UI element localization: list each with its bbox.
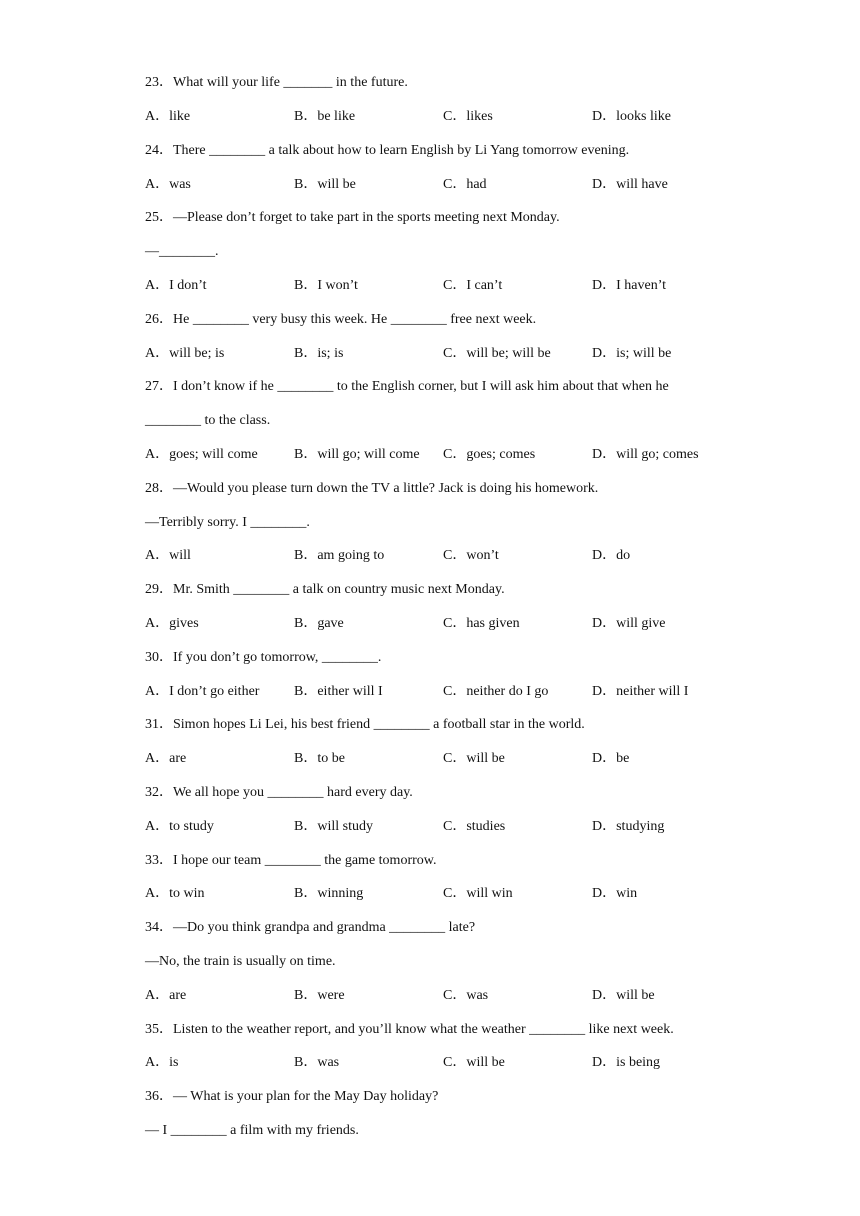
option-d: D．studying	[592, 819, 665, 834]
option-d: D．will give	[592, 616, 666, 631]
question-30-text: 30．If you don’t go tomorrow, ________.	[145, 650, 382, 665]
question-24-options	[145, 176, 745, 194]
option-b: B．was	[294, 1055, 340, 1070]
question-26-options	[145, 345, 745, 363]
option-b: B．will be	[294, 177, 356, 192]
question-27-text-cont: ________ to the class.	[145, 413, 271, 428]
option-a: A．will	[145, 548, 191, 563]
option-a: A．I don’t go either	[145, 684, 260, 699]
question-36-reply: — I ________ a film with my friends.	[145, 1123, 359, 1138]
option-b: B．will study	[294, 819, 373, 834]
question-27-options	[145, 446, 745, 464]
option-c: C．likes	[443, 109, 493, 124]
option-a: A．will be; is	[145, 346, 225, 361]
question-35-text: 35．Listen to the weather report, and you’ll know what the weather ________ like next week.	[145, 1022, 674, 1037]
question-29-text: 29．Mr. Smith ________ a talk on country music next Monday.	[145, 582, 505, 597]
question-34-text: 34．—Do you think grandpa and grandma ________ late?	[145, 920, 476, 935]
question-24-text: 24．There ________ a talk about how to learn English by Li Yang tomorrow evening.	[145, 143, 630, 158]
question-32-options	[145, 818, 745, 836]
option-c: C．has given	[443, 616, 520, 631]
option-b: B．I won’t	[294, 278, 358, 293]
option-c: C．goes; comes	[443, 447, 536, 462]
option-a: A．was	[145, 177, 191, 192]
option-c: C．was	[443, 988, 489, 1003]
option-a: A．I don’t	[145, 278, 207, 293]
question-26-text: 26．He ________ very busy this week. He ________ free next week.	[145, 312, 537, 327]
option-c: C．will win	[443, 886, 513, 901]
option-d: D．is; will be	[592, 346, 672, 361]
question-23-options	[145, 108, 745, 126]
option-a: A．goes; will come	[145, 447, 258, 462]
option-a: A．to study	[145, 819, 214, 834]
question-35-options	[145, 1054, 745, 1072]
option-d: D．win	[592, 886, 638, 901]
option-c: C．will be; will be	[443, 346, 551, 361]
option-a: A．gives	[145, 616, 199, 631]
option-a: A．is	[145, 1055, 179, 1070]
option-c: C．will be	[443, 1055, 505, 1070]
question-31-options	[145, 750, 745, 768]
option-b: B．to be	[294, 751, 345, 766]
option-c: C．neither do I go	[443, 684, 549, 699]
option-d: D．be	[592, 751, 630, 766]
question-25-text: 25．—Please don’t forget to take part in the sports meeting next Monday.	[145, 210, 560, 225]
question-30-options	[145, 683, 745, 701]
option-d: D．neither will I	[592, 684, 689, 699]
option-d: D．will be	[592, 988, 655, 1003]
question-28-options	[145, 547, 745, 565]
question-34-reply: —No, the train is usually on time.	[145, 954, 336, 969]
question-28-text: 28．—Would you please turn down the TV a little? Jack is doing his homework.	[145, 481, 599, 496]
question-36-text: 36．— What is your plan for the May Day holiday?	[145, 1089, 439, 1104]
option-d: D．will go; comes	[592, 447, 699, 462]
option-a: A．are	[145, 988, 187, 1003]
option-b: B．gave	[294, 616, 344, 631]
option-c: C．had	[443, 177, 487, 192]
option-d: D．I haven’t	[592, 278, 666, 293]
option-c: C．won’t	[443, 548, 499, 563]
option-b: B．winning	[294, 886, 364, 901]
question-33-text: 33．I hope our team ________ the game tomorrow.	[145, 853, 437, 868]
question-28-reply: —Terribly sorry. I ________.	[145, 515, 310, 530]
question-23-text: 23．What will your life _______ in the future.	[145, 75, 408, 90]
option-b: B．will go; will come	[294, 447, 420, 462]
question-27-text: 27．I don’t know if he ________ to the English corner, but I will ask him about that when he	[145, 379, 669, 394]
question-34-options	[145, 987, 745, 1005]
option-d: D．will have	[592, 177, 668, 192]
question-31-text: 31．Simon hopes Li Lei, his best friend ________ a football star in the world.	[145, 717, 585, 732]
option-d: D．looks like	[592, 109, 671, 124]
option-b: B．is; is	[294, 346, 344, 361]
question-25-options	[145, 277, 745, 295]
question-25-reply: —________.	[145, 244, 219, 259]
option-b: B．either will I	[294, 684, 383, 699]
question-32-text: 32．We all hope you ________ hard every day.	[145, 785, 413, 800]
question-33-options	[145, 885, 745, 903]
option-c: C．I can’t	[443, 278, 503, 293]
option-d: D．do	[592, 548, 631, 563]
option-c: C．will be	[443, 751, 505, 766]
option-a: A．like	[145, 109, 191, 124]
option-b: B．be like	[294, 109, 356, 124]
option-a: A．are	[145, 751, 187, 766]
option-a: A．to win	[145, 886, 205, 901]
option-d: D．is being	[592, 1055, 661, 1070]
option-b: B．were	[294, 988, 345, 1003]
question-29-options	[145, 615, 745, 633]
option-c: C．studies	[443, 819, 506, 834]
option-b: B．am going to	[294, 548, 385, 563]
